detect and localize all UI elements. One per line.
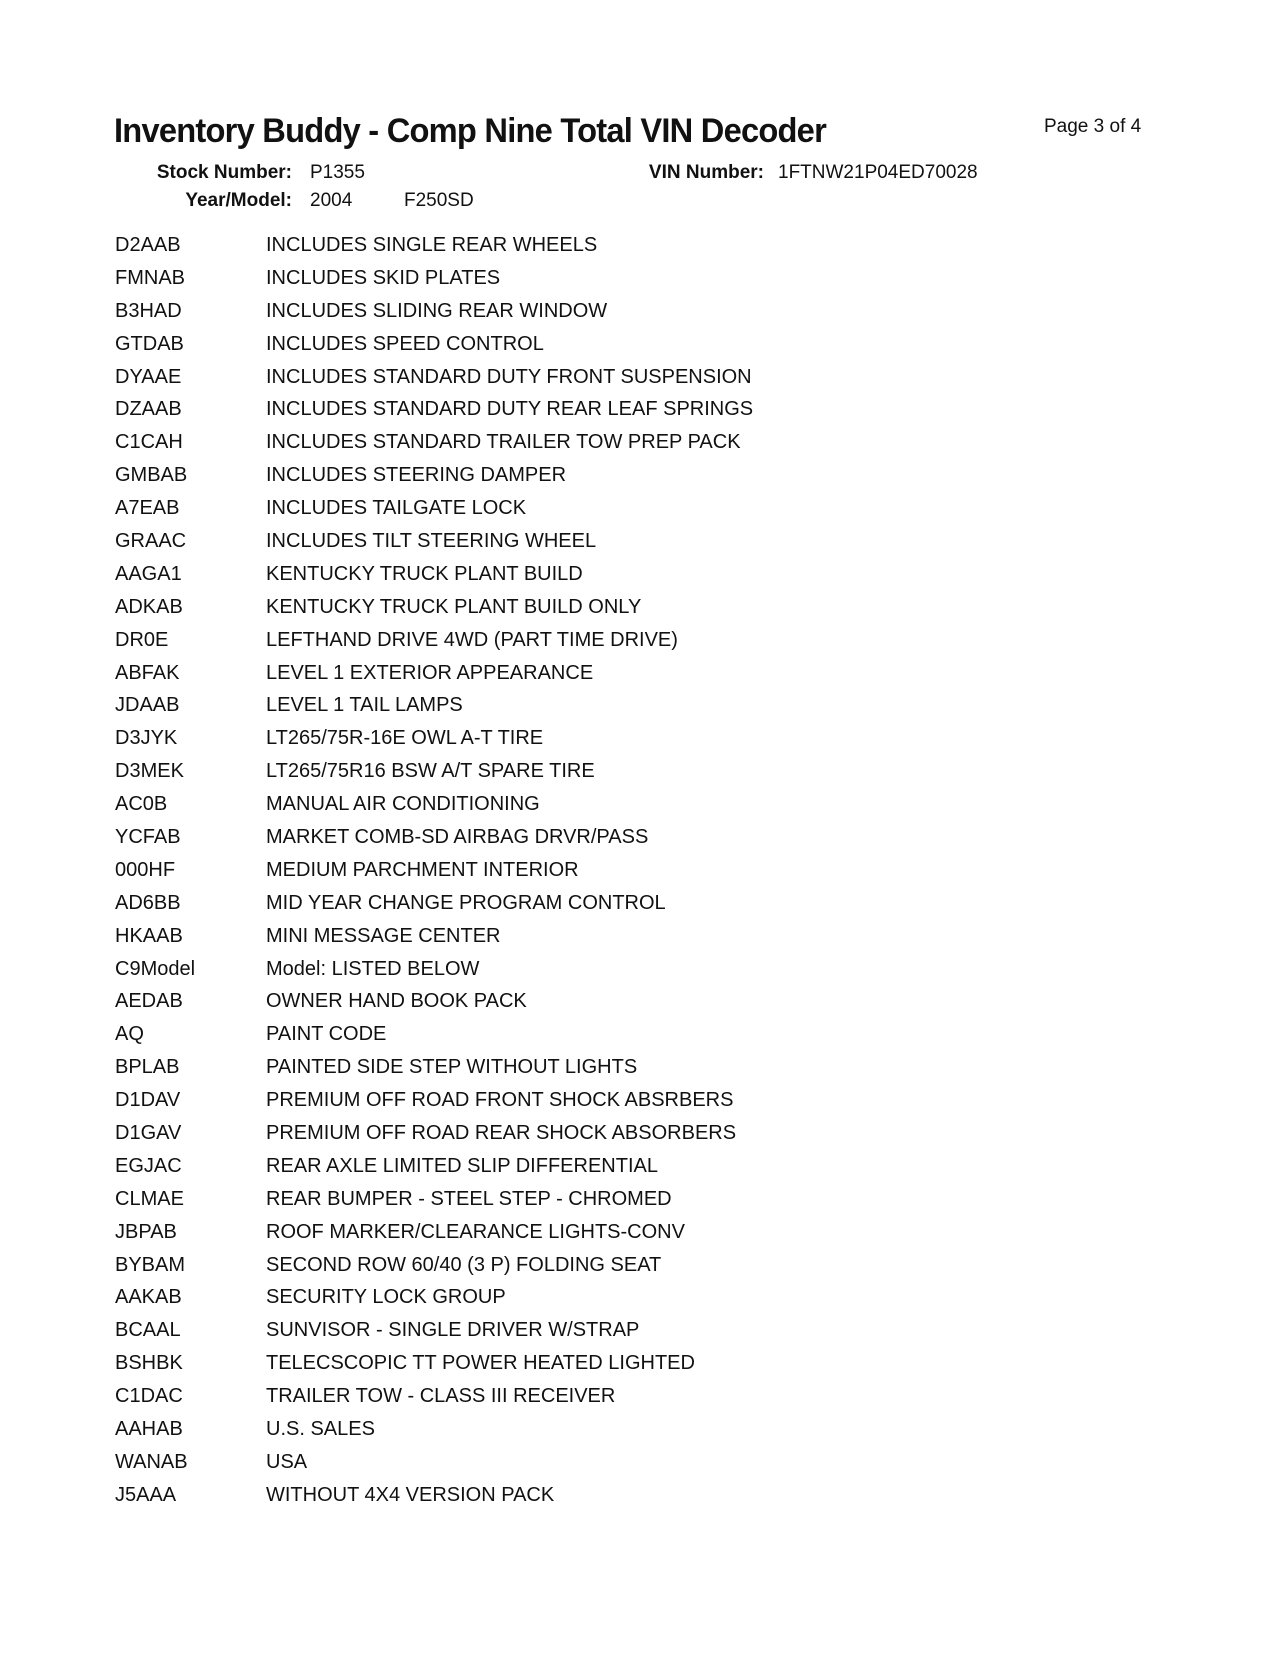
option-row — [115, 459, 753, 492]
option-code: FMNAB — [115, 266, 185, 289]
option-description: REAR AXLE LIMITED SLIP DIFFERENTIAL — [266, 1154, 658, 1177]
option-description: LEVEL 1 TAIL LAMPS — [266, 694, 463, 717]
option-code: D3JYK — [115, 727, 178, 750]
option-row — [115, 393, 753, 426]
option-description: INCLUDES STEERING DAMPER — [266, 464, 567, 487]
option-description: INCLUDES SPEED CONTROL — [266, 332, 544, 355]
year-value: 2004 — [310, 190, 353, 211]
option-code: BSHBK — [115, 1352, 183, 1375]
option-row — [115, 328, 753, 361]
option-row — [115, 262, 753, 295]
option-description: LEFTHAND DRIVE 4WD (PART TIME DRIVE) — [266, 628, 678, 651]
option-description: INCLUDES SKID PLATES — [266, 266, 501, 289]
option-code: EGJAC — [115, 1154, 182, 1177]
option-description: ROOF MARKER/CLEARANCE LIGHTS-CONV — [266, 1220, 685, 1243]
option-code: C1CAH — [115, 431, 183, 454]
option-code: ABFAK — [115, 661, 180, 684]
option-row — [115, 1084, 753, 1117]
option-description: OWNER HAND BOOK PACK — [266, 990, 527, 1013]
option-code: D1GAV — [115, 1121, 182, 1144]
option-row — [115, 854, 753, 887]
option-row — [115, 492, 753, 525]
document-title: Inventory Buddy - Comp Nine Total VIN Decoder — [114, 112, 827, 150]
option-row — [115, 657, 753, 690]
option-code: DR0E — [115, 628, 169, 651]
option-description: INCLUDES SLIDING REAR WINDOW — [266, 299, 608, 322]
option-code: BCAAL — [115, 1319, 181, 1342]
option-code: AEDAB — [115, 990, 183, 1013]
option-code: AAKAB — [115, 1286, 182, 1309]
option-description: LT265/75R16 BSW A/T SPARE TIRE — [266, 760, 595, 783]
option-description: PREMIUM OFF ROAD FRONT SHOCK ABSRBERS — [266, 1089, 734, 1112]
option-code: J5AAA — [115, 1483, 177, 1506]
option-row — [115, 624, 753, 657]
option-code: GTDAB — [115, 332, 184, 355]
option-description: MID YEAR CHANGE PROGRAM CONTROL — [266, 891, 666, 914]
option-code: AD6BB — [115, 891, 181, 914]
option-code: DYAAE — [115, 365, 182, 388]
option-row — [115, 953, 753, 986]
option-row — [115, 1051, 753, 1084]
option-description: TRAILER TOW - CLASS III RECEIVER — [266, 1385, 616, 1408]
option-row — [115, 591, 753, 624]
option-row — [115, 985, 753, 1018]
option-row — [115, 558, 753, 591]
option-description: SECOND ROW 60/40 (3 P) FOLDING SEAT — [266, 1253, 662, 1276]
option-description: PAINT CODE — [266, 1023, 387, 1046]
option-row — [115, 1150, 753, 1183]
option-row — [115, 525, 753, 558]
option-code: GMBAB — [115, 464, 188, 487]
option-code: D1DAV — [115, 1089, 181, 1112]
option-code: B3HAD — [115, 299, 182, 322]
option-description: KENTUCKY TRUCK PLANT BUILD — [266, 562, 583, 585]
model-value: F250SD — [404, 190, 474, 211]
option-description: LEVEL 1 EXTERIOR APPEARANCE — [266, 661, 594, 684]
option-row — [115, 788, 753, 821]
option-row — [115, 821, 753, 854]
option-description: WITHOUT 4X4 VERSION PACK — [266, 1483, 555, 1506]
option-row — [115, 229, 753, 262]
option-code: AQ — [115, 1023, 144, 1046]
option-description: PAINTED SIDE STEP WITHOUT LIGHTS — [266, 1056, 638, 1079]
option-description: PREMIUM OFF ROAD REAR SHOCK ABSORBERS — [266, 1121, 737, 1144]
option-description: SECURITY LOCK GROUP — [266, 1286, 506, 1309]
option-description: USA — [266, 1450, 308, 1473]
option-row — [115, 361, 753, 394]
option-code: JDAAB — [115, 694, 180, 717]
option-code: DZAAB — [115, 398, 182, 421]
option-code: 000HF — [115, 858, 176, 881]
option-row — [115, 1314, 753, 1347]
option-code: WANAB — [115, 1450, 188, 1473]
option-description: SUNVISOR - SINGLE DRIVER W/STRAP — [266, 1319, 640, 1342]
option-code: C1DAC — [115, 1385, 183, 1408]
option-row — [115, 920, 753, 953]
stock-number-label: Stock Number: — [156, 162, 292, 183]
option-code-list — [115, 229, 753, 1512]
option-row — [115, 1479, 753, 1512]
option-code: C9Model — [115, 957, 196, 980]
option-code: A7EAB — [115, 497, 180, 520]
option-code: BPLAB — [115, 1056, 180, 1079]
vin-number-label: VIN Number: — [648, 162, 764, 183]
option-row — [115, 1249, 753, 1282]
option-code: HKAAB — [115, 924, 183, 947]
option-description: REAR BUMPER - STEEL STEP - CHROMED — [266, 1187, 672, 1210]
option-description: Model: LISTED BELOW — [266, 957, 480, 980]
vin-number-value: 1FTNW21P04ED70028 — [778, 162, 978, 183]
option-code: ADKAB — [115, 595, 183, 618]
option-description: INCLUDES STANDARD TRAILER TOW PREP PACK — [266, 431, 741, 454]
option-code: D3MEK — [115, 760, 184, 783]
option-row — [115, 1282, 753, 1315]
option-code: JBPAB — [115, 1220, 177, 1243]
option-row — [115, 1216, 753, 1249]
option-description: MINI MESSAGE CENTER — [266, 924, 501, 947]
page-number: Page 3 of 4 — [1044, 116, 1142, 137]
option-description: MARKET COMB-SD AIRBAG DRVR/PASS — [266, 825, 649, 848]
option-code: CLMAE — [115, 1187, 184, 1210]
option-description: INCLUDES STANDARD DUTY FRONT SUSPENSION — [266, 365, 752, 388]
stock-number-value: P1355 — [310, 162, 365, 183]
option-description: INCLUDES TILT STEERING WHEEL — [266, 529, 597, 552]
option-code: BYBAM — [115, 1253, 186, 1276]
option-code: D2AAB — [115, 233, 181, 256]
option-row — [115, 1380, 753, 1413]
option-row — [115, 1183, 753, 1216]
option-description: TELECSCOPIC TT POWER HEATED LIGHTED — [266, 1352, 695, 1375]
year-model-label: Year/Model: — [185, 190, 292, 211]
option-code: AC0B — [115, 793, 168, 816]
option-row — [115, 1117, 753, 1150]
option-code: YCFAB — [115, 825, 181, 848]
option-description: KENTUCKY TRUCK PLANT BUILD ONLY — [266, 595, 642, 618]
option-row — [115, 1413, 753, 1446]
option-description: MANUAL AIR CONDITIONING — [266, 793, 540, 816]
option-row — [115, 1347, 753, 1380]
option-description: U.S. SALES — [266, 1418, 375, 1440]
option-row — [115, 722, 753, 755]
option-row — [115, 887, 753, 920]
option-row — [115, 1018, 753, 1051]
option-row — [115, 755, 753, 788]
option-description: INCLUDES SINGLE REAR WHEELS — [266, 233, 598, 256]
option-description: MEDIUM PARCHMENT INTERIOR — [266, 858, 579, 881]
option-row — [115, 1446, 753, 1479]
option-description: LT265/75R-16E OWL A-T TIRE — [266, 727, 544, 750]
option-row — [115, 689, 753, 722]
option-row — [115, 295, 753, 328]
option-description: INCLUDES TAILGATE LOCK — [266, 497, 527, 520]
option-description: INCLUDES STANDARD DUTY REAR LEAF SPRINGS — [266, 398, 754, 421]
option-code: AAGA1 — [115, 562, 182, 585]
option-code: GRAAC — [115, 529, 187, 552]
option-code: AAHAB — [115, 1418, 183, 1440]
option-row — [115, 426, 753, 459]
